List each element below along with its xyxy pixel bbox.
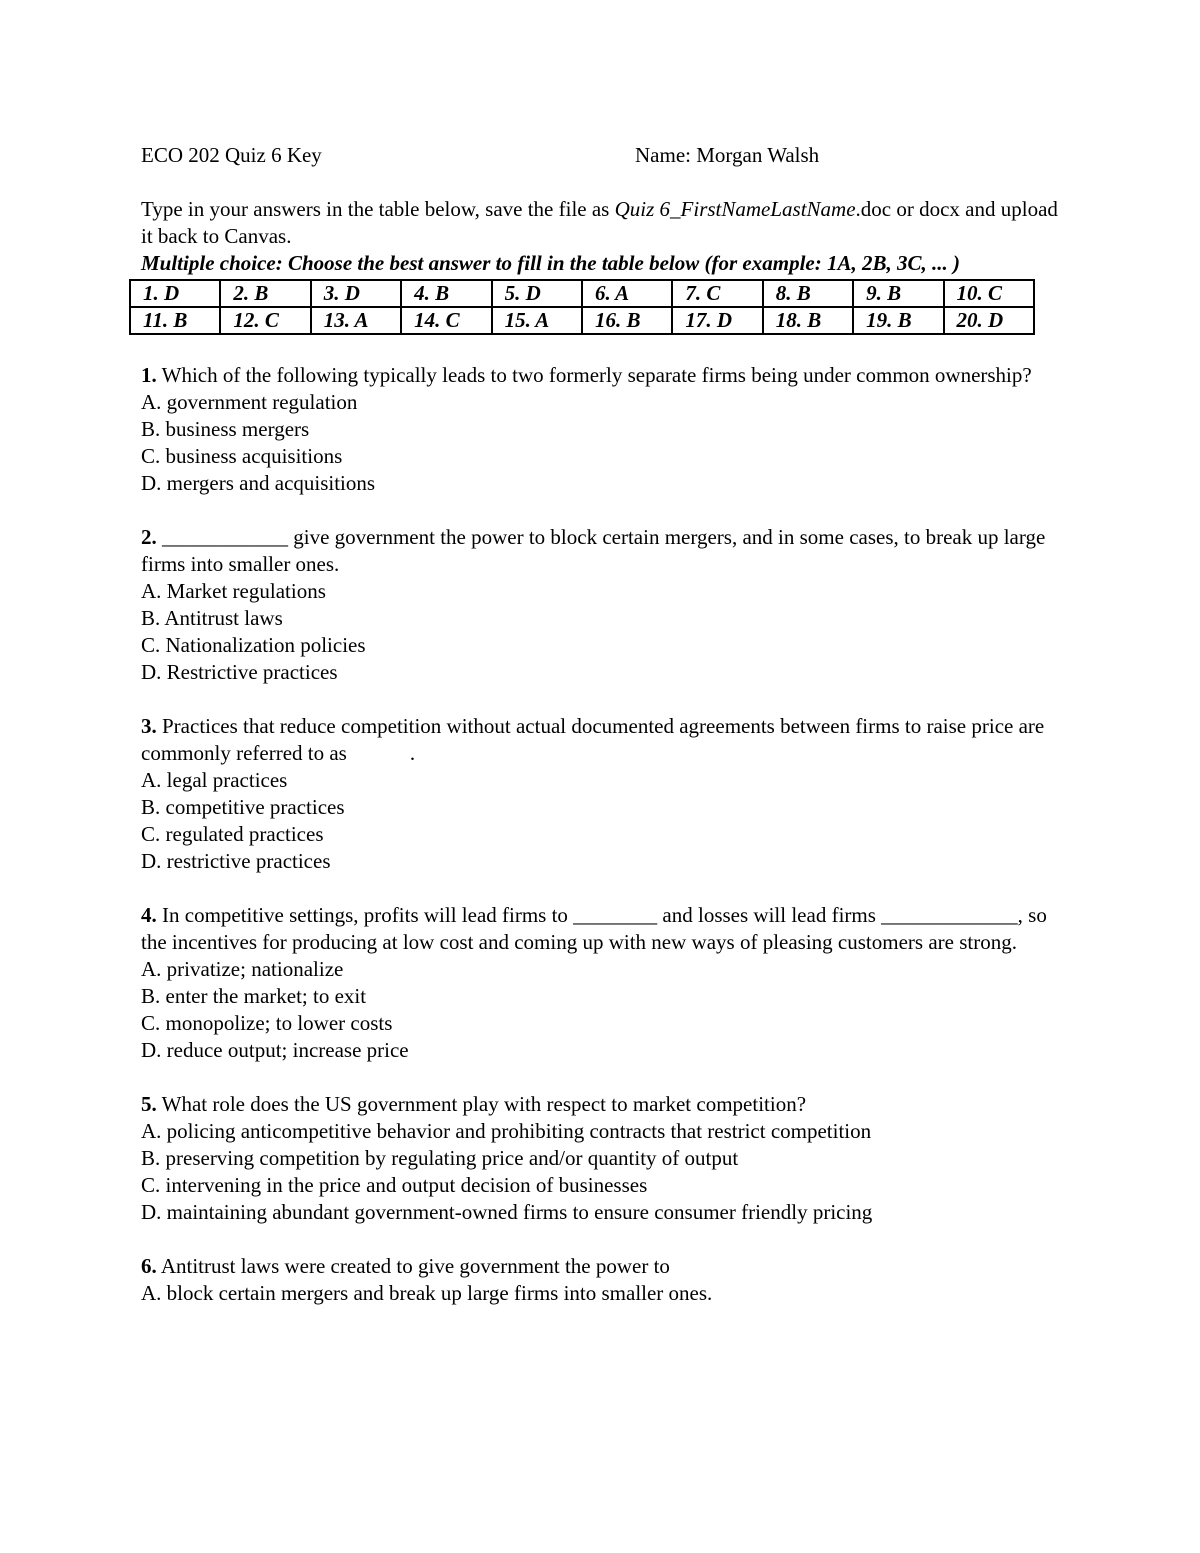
option-d: D. Restrictive practices bbox=[141, 660, 338, 684]
option-d: D. mergers and acquisitions bbox=[141, 471, 376, 495]
option-b: B. business mergers bbox=[141, 417, 310, 441]
answer-cell[interactable]: 17. D bbox=[672, 307, 762, 334]
option-a: A. Market regulations bbox=[141, 579, 326, 603]
answer-row bbox=[130, 280, 1034, 307]
answer-row bbox=[130, 307, 1034, 334]
question-stem bbox=[141, 1253, 1061, 1280]
option-b: B. preserving competition by regulating price and/or quantity of output bbox=[141, 1146, 739, 1170]
option-c: C. monopolize; to lower costs bbox=[141, 1011, 393, 1035]
answer-cell[interactable]: 19. B bbox=[853, 307, 943, 334]
answer-cell[interactable]: 11. B bbox=[130, 307, 220, 334]
option-a: A. government regulation bbox=[141, 390, 358, 414]
multiple-choice-instruction: Multiple choice: Choose the best answer to fill in the table below (for example: 1A, 2B, 3C, ... ) bbox=[141, 251, 960, 275]
question-number: 2. bbox=[141, 525, 157, 549]
question-number: 1. bbox=[141, 363, 157, 387]
option-a: A. policing anticompetitive behavior and prohibiting contracts that restrict competition bbox=[141, 1119, 872, 1143]
question-number: 4. bbox=[141, 903, 157, 927]
document-header bbox=[141, 142, 1061, 172]
answer-cell[interactable]: 6. A bbox=[582, 280, 672, 307]
question-number: 6. bbox=[141, 1254, 157, 1278]
question-stem bbox=[141, 524, 1061, 578]
option-a: A. block certain mergers and break up large firms into smaller ones. bbox=[141, 1281, 713, 1305]
answer-cell[interactable]: 10. C bbox=[944, 280, 1034, 307]
question-number: 5. bbox=[141, 1092, 157, 1116]
question-stem bbox=[141, 902, 1061, 956]
answer-cell[interactable]: 3. D bbox=[311, 280, 401, 307]
question-1 bbox=[141, 362, 1061, 497]
answer-cell[interactable]: 18. B bbox=[763, 307, 853, 334]
instructions-post: .doc or docx and upload it back to Canvas. bbox=[141, 197, 1058, 248]
answer-cell[interactable]: 8. B bbox=[763, 280, 853, 307]
question-text: Antitrust laws were created to give government the power to bbox=[156, 1254, 670, 1278]
answer-cell[interactable]: 20. D bbox=[944, 307, 1034, 334]
answer-cell[interactable]: 13. A bbox=[311, 307, 401, 334]
question-stem bbox=[141, 713, 1061, 767]
option-d: D. reduce output; increase price bbox=[141, 1038, 409, 1062]
answer-cell[interactable]: 5. D bbox=[492, 280, 582, 307]
answer-cell[interactable]: 4. B bbox=[401, 280, 491, 307]
option-a: A. privatize; nationalize bbox=[141, 957, 344, 981]
answer-cell[interactable]: 15. A bbox=[492, 307, 582, 334]
question-text: What role does the US government play with respect to market competition? bbox=[156, 1092, 807, 1116]
option-d: D. maintaining abundant government-owned firms to ensure consumer friendly pricing bbox=[141, 1200, 873, 1224]
quiz-title: ECO 202 Quiz 6 Key bbox=[141, 143, 322, 167]
instructions bbox=[141, 196, 1061, 250]
question-text: In competitive settings, profits will lead firms to ________ and losses will lead firms _____________, so the incentives for producing at low cost and coming up with new ways of pleasing customers are strong. bbox=[141, 903, 1047, 954]
option-b: B. Antitrust laws bbox=[141, 606, 283, 630]
question-3 bbox=[141, 713, 1061, 875]
question-5 bbox=[141, 1091, 1061, 1226]
question-stem bbox=[141, 1091, 1061, 1118]
answer-cell[interactable]: 7. C bbox=[672, 280, 762, 307]
answer-cell[interactable]: 1. D bbox=[130, 280, 220, 307]
instructions-filename: Quiz 6_FirstNameLastName bbox=[614, 197, 856, 221]
option-b: B. competitive practices bbox=[141, 795, 345, 819]
option-c: C. regulated practices bbox=[141, 822, 324, 846]
question-4 bbox=[141, 902, 1061, 1064]
question-2 bbox=[141, 524, 1061, 686]
option-b: B. enter the market; to exit bbox=[141, 984, 367, 1008]
option-a: A. legal practices bbox=[141, 768, 288, 792]
option-c: C. Nationalization policies bbox=[141, 633, 366, 657]
answer-cell[interactable]: 12. C bbox=[220, 307, 310, 334]
option-d: D. restrictive practices bbox=[141, 849, 331, 873]
option-c: C. business acquisitions bbox=[141, 444, 343, 468]
answer-cell[interactable]: 14. C bbox=[401, 307, 491, 334]
question-text: ____________ give government the power to block certain mergers, and in some cases, to break up large firms into smaller ones. bbox=[141, 525, 1046, 576]
answer-cell[interactable]: 2. B bbox=[220, 280, 310, 307]
option-c: C. intervening in the price and output decision of businesses bbox=[141, 1173, 648, 1197]
answer-cell[interactable]: 9. B bbox=[853, 280, 943, 307]
student-name: Name: Morgan Walsh bbox=[635, 143, 820, 167]
question-text: Practices that reduce competition without actual documented agreements between firms to raise price are commonly referred to as . bbox=[141, 714, 1050, 765]
question-number: 3. bbox=[141, 714, 157, 738]
question-stem bbox=[141, 362, 1061, 389]
answer-table bbox=[129, 279, 1035, 335]
instructions-pre: Type in your answers in the table below, save the file as bbox=[141, 197, 615, 221]
document-content bbox=[141, 142, 1061, 1307]
question-6 bbox=[141, 1253, 1061, 1307]
answer-cell[interactable]: 16. B bbox=[582, 307, 672, 334]
question-text: Which of the following typically leads to two formerly separate firms being under common ownership? bbox=[156, 363, 1032, 387]
